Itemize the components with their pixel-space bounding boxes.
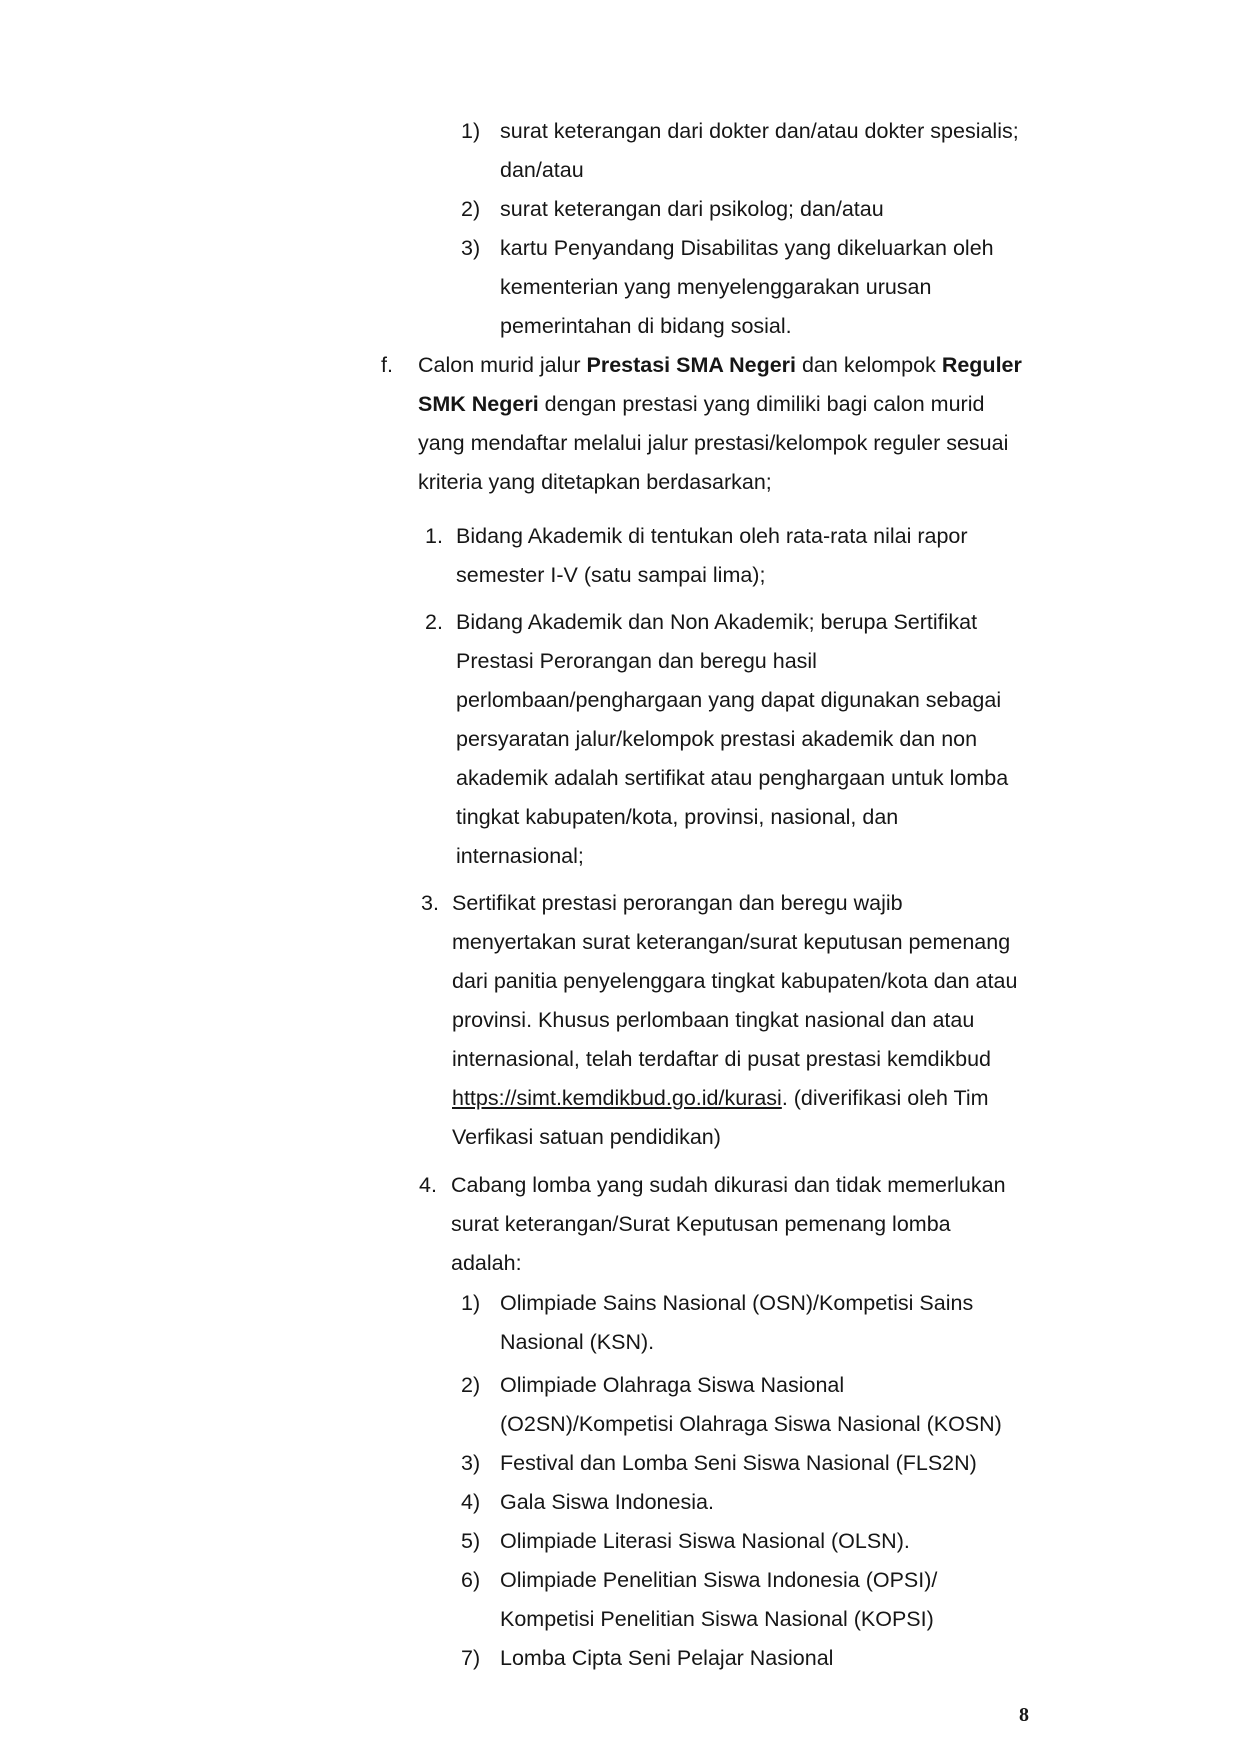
- list-text: surat keterangan dari psikolog; dan/atau: [500, 197, 884, 221]
- kurasi-link[interactable]: https://simt.kemdikbud.go.id/kurasi: [452, 1086, 782, 1110]
- list-number: 7): [461, 1646, 481, 1670]
- list-text: Olimpiade Literasi Siswa Nasional (OLSN).: [500, 1529, 910, 1553]
- paragraph-line: kriteria yang ditetapkan berdasarkan;: [418, 470, 772, 494]
- list-text: perlombaan/penghargaan yang dapat digunakan sebagai: [456, 688, 1002, 712]
- list-text: Kompetisi Penelitian Siswa Nasional (KOPSI): [500, 1607, 934, 1631]
- list-text: tingkat kabupaten/kota, provinsi, nasional, dan: [456, 805, 899, 829]
- list-text: semester I-V (satu sampai lima);: [456, 563, 766, 587]
- list-text: Festival dan Lomba Seni Siswa Nasional (FLS2N): [500, 1451, 977, 1475]
- list-text: kartu Penyandang Disabilitas yang dikeluarkan oleh: [500, 236, 994, 260]
- list-text: internasional;: [456, 844, 584, 868]
- list-text: Verfikasi satuan pendidikan): [452, 1125, 721, 1149]
- list-text: dan/atau: [500, 158, 584, 182]
- list-number: 3): [461, 1451, 481, 1475]
- list-number: 2): [461, 197, 481, 221]
- list-number: 1.: [425, 524, 443, 548]
- list-text: surat keterangan/Surat Keputusan pemenang lomba: [451, 1212, 951, 1236]
- list-text: Bidang Akademik dan Non Akademik; berupa Sertifikat: [456, 610, 978, 634]
- list-text: menyertakan surat keterangan/surat keputusan pemenang: [452, 930, 1011, 954]
- list-number: 3.: [421, 891, 439, 915]
- list-text: internasional, telah terdaftar di pusat prestasi kemdikbud: [452, 1047, 992, 1071]
- list-text: Olimpiade Sains Nasional (OSN)/Kompetisi Sains: [500, 1291, 974, 1315]
- list-text: Bidang Akademik di tentukan oleh rata-rata nilai rapor: [456, 524, 968, 548]
- list-text: Olimpiade Penelitian Siswa Indonesia (OPSI)/: [500, 1568, 938, 1592]
- list-text: persyaratan jalur/kelompok prestasi akademik dan non: [456, 727, 978, 751]
- list-text: (O2SN)/Kompetisi Olahraga Siswa Nasional (KOSN): [500, 1412, 1002, 1436]
- list-text: kementerian yang menyelenggarakan urusan: [500, 275, 932, 299]
- list-number: 2.: [425, 610, 443, 634]
- list-letter: f.: [381, 353, 393, 377]
- list-number: 2): [461, 1373, 481, 1397]
- list-number: 6): [461, 1568, 481, 1592]
- list-text: Cabang lomba yang sudah dikurasi dan tidak memerlukan: [451, 1173, 1006, 1197]
- list-text: https://simt.kemdikbud.go.id/kurasi. (diverifikasi oleh Tim: [452, 1086, 989, 1110]
- paragraph-line: SMK Negeri dengan prestasi yang dimiliki bagi calon murid: [418, 392, 985, 416]
- list-number: 1): [461, 1291, 481, 1315]
- list-text: Olimpiade Olahraga Siswa Nasional: [500, 1373, 845, 1397]
- list-text: surat keterangan dari dokter dan/atau dokter spesialis;: [500, 119, 1019, 143]
- list-text: Nasional (KSN).: [500, 1330, 655, 1354]
- list-number: 5): [461, 1529, 481, 1553]
- list-number: 3): [461, 236, 481, 260]
- list-text: Prestasi Perorangan dan beregu hasil: [456, 649, 817, 673]
- list-text: Lomba Cipta Seni Pelajar Nasional: [500, 1646, 834, 1670]
- list-text: adalah:: [451, 1251, 522, 1275]
- paragraph-line: Calon murid jalur Prestasi SMA Negeri dan kelompok Reguler: [418, 353, 1022, 377]
- list-number: 4.: [419, 1173, 437, 1197]
- list-text: provinsi. Khusus perlombaan tingkat nasional dan atau: [452, 1008, 975, 1032]
- page-number: 8: [1019, 1704, 1029, 1726]
- list-text: Sertifikat prestasi perorangan dan beregu wajib: [452, 891, 903, 915]
- list-number: 1): [461, 119, 481, 143]
- list-text: pemerintahan di bidang sosial.: [500, 314, 792, 338]
- list-text: dari panitia penyelenggara tingkat kabupaten/kota dan atau: [452, 969, 1018, 993]
- list-text: Gala Siswa Indonesia.: [500, 1490, 714, 1514]
- list-text: akademik adalah sertifikat atau penghargaan untuk lomba: [456, 766, 1009, 790]
- paragraph-line: yang mendaftar melalui jalur prestasi/kelompok reguler sesuai: [418, 431, 1009, 455]
- list-number: 4): [461, 1490, 481, 1514]
